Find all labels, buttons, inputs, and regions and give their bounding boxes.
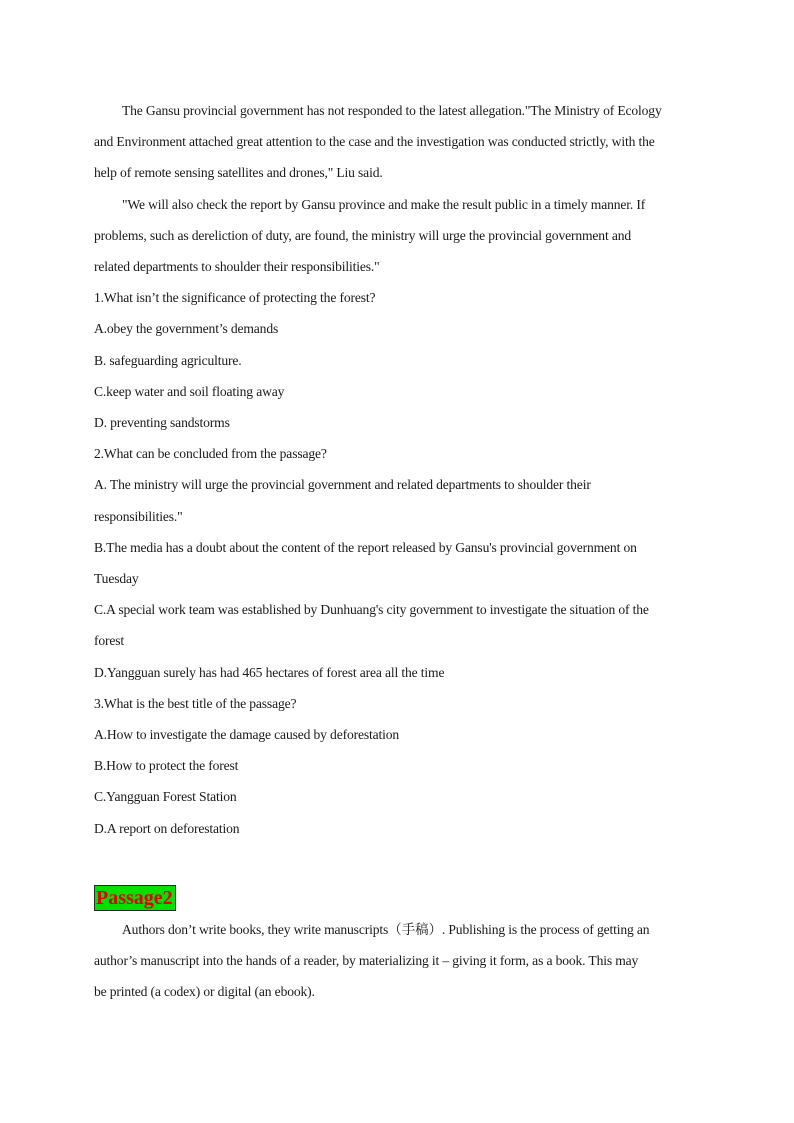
passage-2-paragraph: [94, 914, 694, 1008]
answer-option: A.obey the government’s demands: [94, 321, 279, 337]
document-page: [94, 95, 694, 1007]
answer-option: C.keep water and soil floating away: [94, 383, 285, 399]
question-3: [94, 688, 694, 844]
question-stem: 3.What is the best title of the passage?: [94, 695, 297, 711]
answer-option: A. The ministry will urge the provincial government and related departments to shoulder their: [94, 477, 591, 493]
paragraph-liu-statement: [94, 95, 694, 189]
paragraph-line: "We will also check the report by Gansu province and make the result public in a timely manner. If: [122, 196, 646, 212]
answer-option: B.How to protect the forest: [94, 758, 239, 774]
answer-option: B.The media has a doubt about the content of the report released by Gansu's provincial government on: [94, 539, 637, 555]
answer-option-continued: Tuesday: [94, 571, 139, 587]
paragraph-line: help of remote sensing satellites and drones," Liu said.: [94, 165, 383, 181]
answer-option: C.A special work team was established by Dunhuang's city government to investigate the situation of the: [94, 602, 649, 618]
answer-option: D. preventing sandstorms: [94, 415, 230, 431]
paragraph-ministry-quote: [94, 189, 694, 283]
paragraph-line: author’s manuscript into the hands of a reader, by materializing it – giving it form, as a book. This may: [94, 953, 639, 969]
paragraph-line: and Environment attached great attention to the case and the investigation was conducted strictly, with the: [94, 134, 655, 150]
answer-option: B. safeguarding agriculture.: [94, 352, 242, 368]
answer-option-continued: forest: [94, 633, 125, 649]
passage-heading-row: [94, 885, 694, 914]
question-stem: 1.What isn’t the significance of protecting the forest?: [94, 290, 376, 306]
answer-option: D.A report on deforestation: [94, 820, 240, 836]
answer-option: D.Yangguan surely has had 465 hectares of forest area all the time: [94, 664, 445, 680]
passage-2-heading: Passage2: [94, 885, 176, 911]
paragraph-line: related departments to shoulder their responsibilities.": [94, 259, 380, 275]
question-2: [94, 438, 694, 688]
question-stem: 2.What can be concluded from the passage?: [94, 446, 327, 462]
paragraph-line: problems, such as dereliction of duty, are found, the ministry will urge the provincial government and: [94, 227, 631, 243]
answer-option: C.Yangguan Forest Station: [94, 789, 237, 805]
paragraph-line: The Gansu provincial government has not responded to the latest allegation."The Ministry of Ecology: [122, 103, 662, 118]
question-1: [94, 282, 694, 438]
answer-option: A.How to investigate the damage caused by deforestation: [94, 727, 400, 743]
paragraph-line: Authors don’t write books, they write manuscripts（手稿）. Publishing is the process of getting an: [122, 921, 650, 937]
answer-option-continued: responsibilities.": [94, 508, 183, 524]
paragraph-line: be printed (a codex) or digital (an ebook).: [94, 984, 315, 1000]
